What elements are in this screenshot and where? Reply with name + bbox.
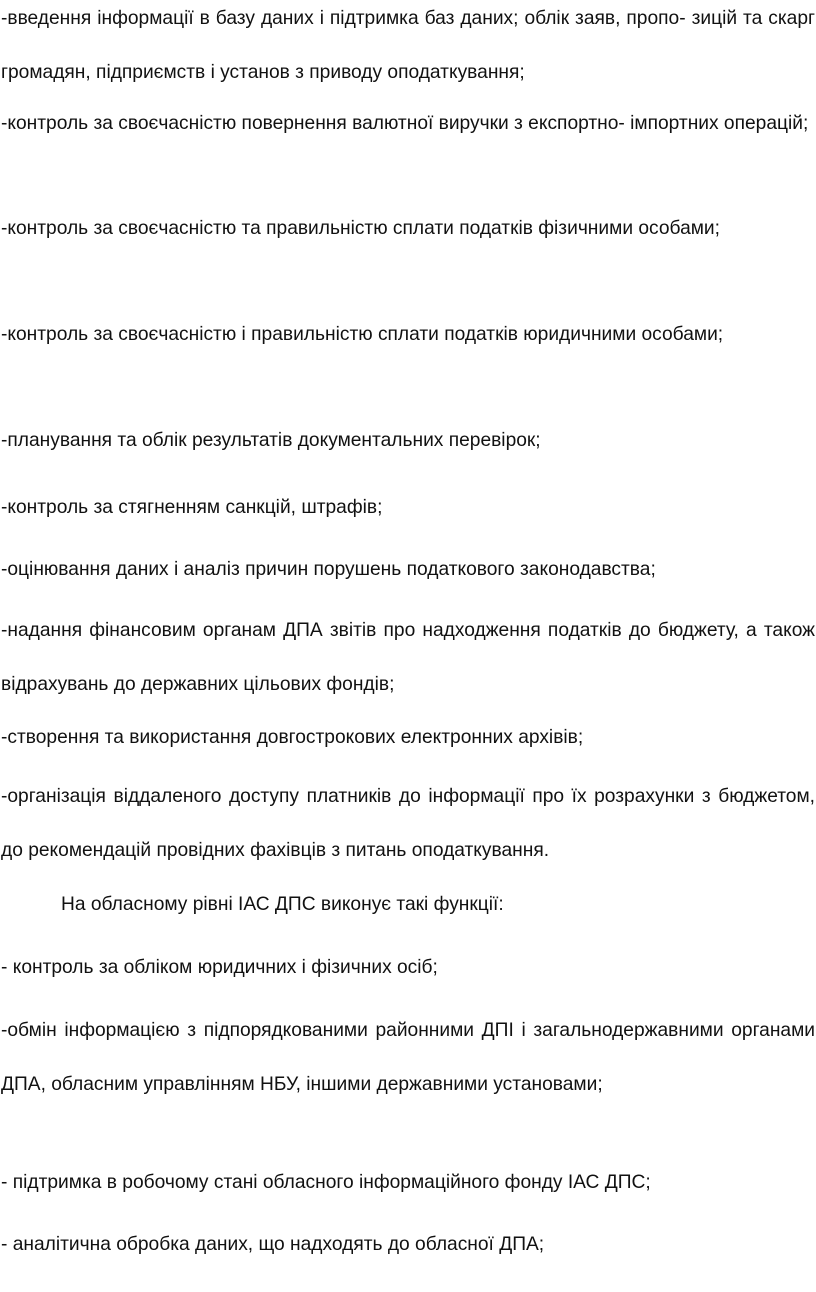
paragraph-10: -організація віддаленого доступу платників до інформації про їх розрахунки з бюджетом, до рекомендацій провідних фахівців з питань оподаткування.: [1, 786, 815, 861]
paragraph-1: -введення інформації в базу даних і підтримка баз даних; облік заяв, пропо- зицій та скарг громадян, підприємств і установ з приводу оподаткування;: [1, 8, 815, 83]
paragraph-5: -планування та облік результатів документальних перевірок;: [1, 430, 541, 451]
paragraph-2: -контроль за своєчасністю повернення валютної виручки з експортно- імпортних операцій;: [1, 113, 809, 134]
paragraph-8: -надання фінансовим органам ДПА звітів про надходження податків до бюджету, а також відрахувань до державних цільових фондів;: [1, 620, 815, 695]
paragraph-7: -оцінювання даних і аналіз причин порушень податкового законодавства;: [1, 559, 656, 580]
paragraph-4: -контроль за своєчасністю і правильністю сплати податків юридичними особами;: [1, 324, 724, 345]
paragraph-11-heading: На обласному рівні ІАС ДПС виконує такі функції:: [61, 894, 504, 915]
paragraph-6: -контроль за стягненням санкцій, штрафів;: [1, 497, 383, 518]
paragraph-9: -створення та використання довгострокових електронних архівів;: [1, 727, 584, 748]
paragraph-12: - контроль за обліком юридичних і фізичних осіб;: [1, 957, 438, 978]
paragraph-13: -обмін інформацією з підпорядкованими районними ДПІ і загальнодержавними органами ДПА, обласним управлінням НБУ, іншими державними установами;: [1, 1020, 815, 1095]
paragraph-3: -контроль за своєчасністю та правильністю сплати податків фізичними особами;: [1, 218, 720, 239]
paragraph-14: - підтримка в робочому стані обласного інформаційного фонду ІАС ДПС;: [1, 1172, 651, 1193]
paragraph-15: - аналітична обробка даних, що надходять до обласної ДПА;: [1, 1234, 545, 1255]
